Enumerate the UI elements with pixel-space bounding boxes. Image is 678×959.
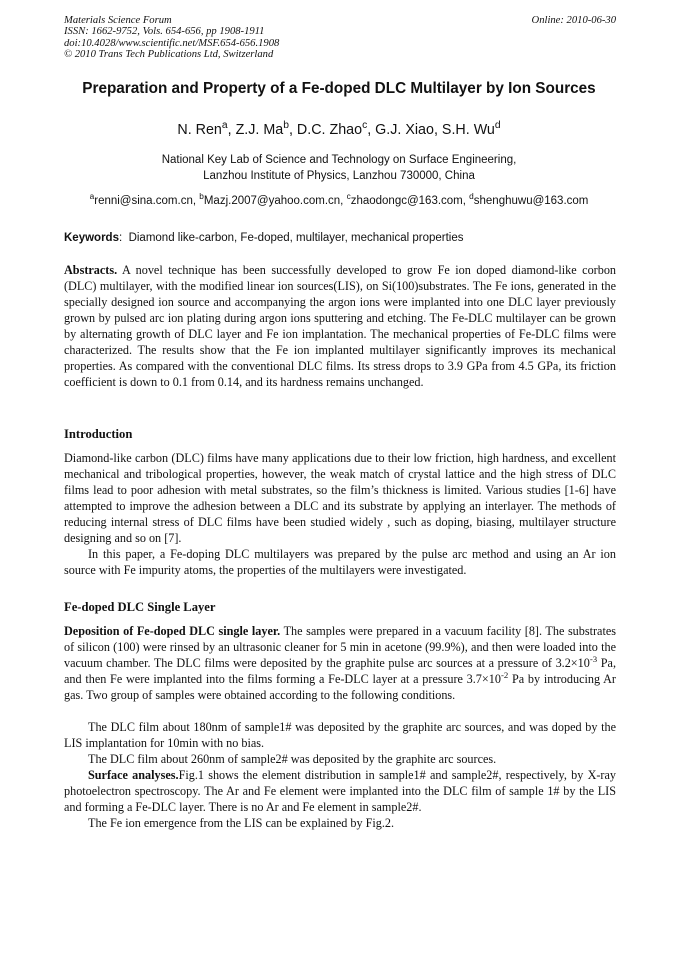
abstract [64, 262, 616, 390]
journal-header [64, 15, 616, 61]
surface-label: Surface analyses. [88, 768, 179, 782]
affiliation [40, 152, 638, 184]
keywords-label: Keywords [64, 232, 119, 244]
deposition-text-c: Pa by introducing Ar gas. Two group of samples were obtained according to the following conditions. [64, 672, 616, 702]
surface-text: Fig.1 shows the element distribution in sample1# and sample2#, respectively, by X-ray photoelectron spectroscopy. The Ar and Fe element were implanted into the DLC film of sample 1# by the LIS and forming a Fe-DLC layer. There is no Ar and Fe element in sample2#. [64, 768, 616, 814]
issn-line: ISSN: 1662-9752, Vols. 654-656, pp 1908-1911 [64, 26, 265, 38]
sample1-paragraph: The DLC film about 180nm of sample1# was deposited by the graphite arc sources, and was doped by the LIS implantation for 10min with no bias. [64, 720, 616, 750]
email-sup: a [89, 192, 95, 202]
online-date: Online: 2010-06-30 [531, 15, 616, 26]
keywords: Keywords: Diamond like-carbon, Fe-doped, multilayer, mechanical properties [64, 232, 464, 244]
author-sup: c [362, 120, 368, 132]
introduction-heading: Introduction [64, 427, 133, 441]
affiliation-line-1: National Key Lab of Science and Technology on Surface Engineering, [161, 154, 517, 166]
deposition-text-a: The samples were prepared in a vacuum facility [8]. The substrates of silicon (100) were rinsed by an ultrasonic cleaner for 5 min in acetone (99.9%), and then were loaded into the vacuum chamber. The DLC films were deposited by the graphite pulse arc sources at a pressure of 3.2×10 [64, 624, 617, 670]
author-sup: a [221, 120, 228, 132]
email-link[interactable]: renni@sina.com.cn [94, 195, 193, 207]
email-sup: b [199, 192, 204, 202]
affiliation-line-2: Lanzhou Institute of Physics, Lanzhou 730000, China [203, 170, 475, 182]
author: D.C. Zhao [296, 122, 363, 138]
introduction-paragraph-2: In this paper, a Fe-doping DLC multilayers was prepared by the pulse arc method and using an Ar ion source with Fe impurity atoms, the properties of the multilayers were investigated. [64, 547, 616, 577]
closing-paragraph: The Fe ion emergence from the LIS can be explained by Fig.2. [88, 816, 395, 830]
abstract-text: A novel technique has been successfully developed to grow Fe ion doped diamond-like corbon (DLC) multilayer, with the modified linear ion sources(LIS), on Si(100)substrates. The Fe ions, generated in the specially designed ion source and accompanying the argon ions were implanted into one DLC layer previously grown by pulsed arc ion plating during argon ions sputtering and etching. The Fe-DLC multilayer can be grown by alternating growth of DLC layer and Fe ion implantation. The mechanical properties of Fe-DLC films were characterized. The results show that the Fe ion implanted multilayer significantly improves its mechanical properties. As compared with the conventional DLC films. Its stress drops to 3.9 GPa from 4.5 GPa, its friction coefficient is down to 0.1 from 0.14, and its hardness remains unchanged. [64, 263, 617, 389]
surface-analyses-paragraph [64, 767, 616, 815]
copyright-line: © 2010 Trans Tech Publications Ltd, Switzerland [64, 49, 274, 61]
deposition-label: Deposition of Fe-doped DLC single layer. [64, 624, 281, 638]
exponent: -2 [500, 669, 509, 680]
author: S.H. Wu [441, 122, 495, 138]
email-list: $^a$renni@sina.com.cn, $^b$Mazj.2007@yahoo.com.cn, $^c$zhaodongc@163.com, $^d$shenghuwu@163.com [89, 192, 589, 207]
introduction-paragraph-1: Diamond-like carbon (DLC) films have many applications due to their low friction, high hardness, and excellent mechanical and tribological properties, however, the weak match of crystal lattice and the high stress of DLC films lead to poor adhesion with metal substrates, so the film’s thickness is limited. Various studies [1-6] have attempted to improve the adhesion between a DLC and its substrate by applying an interlayer. The methods of reducing internal stress of DLC films have been studied widely , such as doping, biasing, multilayer structure designing and so on [7]. [64, 451, 616, 545]
sample2-paragraph: The DLC film about 260nm of sample2# was deposited by the graphite arc sources. [88, 752, 497, 766]
email-link[interactable]: Mazj.2007@yahoo.com.cn [203, 195, 341, 207]
email-link[interactable]: zhaodongc@163.com [350, 195, 463, 207]
author: G.J. Xiao [375, 122, 434, 138]
author: Z.J. Ma [235, 122, 284, 138]
deposition-text-b: Pa, and then Fe were implanted into the films forming a Fe-DLC layer at a pressure 3.7×10 [64, 656, 617, 686]
doi-line[interactable]: doi:10.4028/www.scientific.net/MSF.654-656.1908 [64, 37, 280, 49]
journal-name: Materials Science Forum [64, 15, 172, 26]
exponent: -3 [589, 653, 598, 664]
email-sup: c [346, 192, 351, 202]
email-link[interactable]: shenghuwu@163.com [473, 195, 589, 207]
author-sup: b [283, 120, 289, 132]
deposition-paragraph [64, 623, 616, 703]
paper-title: Preparation and Property of a Fe-doped DLC Multilayer by Ion Sources [82, 80, 596, 97]
author: N. Ren [177, 122, 222, 138]
abstract-label: Abstracts. [64, 263, 118, 277]
author-list: N. Ren$^a$, Z.J. Ma$^b$, D.C. Zhao$^c$, G.J. Xiao, S.H. Wu$^d$ [177, 120, 501, 138]
keywords-text: Diamond like-carbon, Fe-doped, multilayer, mechanical properties [128, 232, 464, 244]
author-sup: d [494, 120, 501, 132]
section-heading-fe-doped: Fe-doped DLC Single Layer [64, 600, 216, 614]
email-sup: d [469, 192, 474, 202]
